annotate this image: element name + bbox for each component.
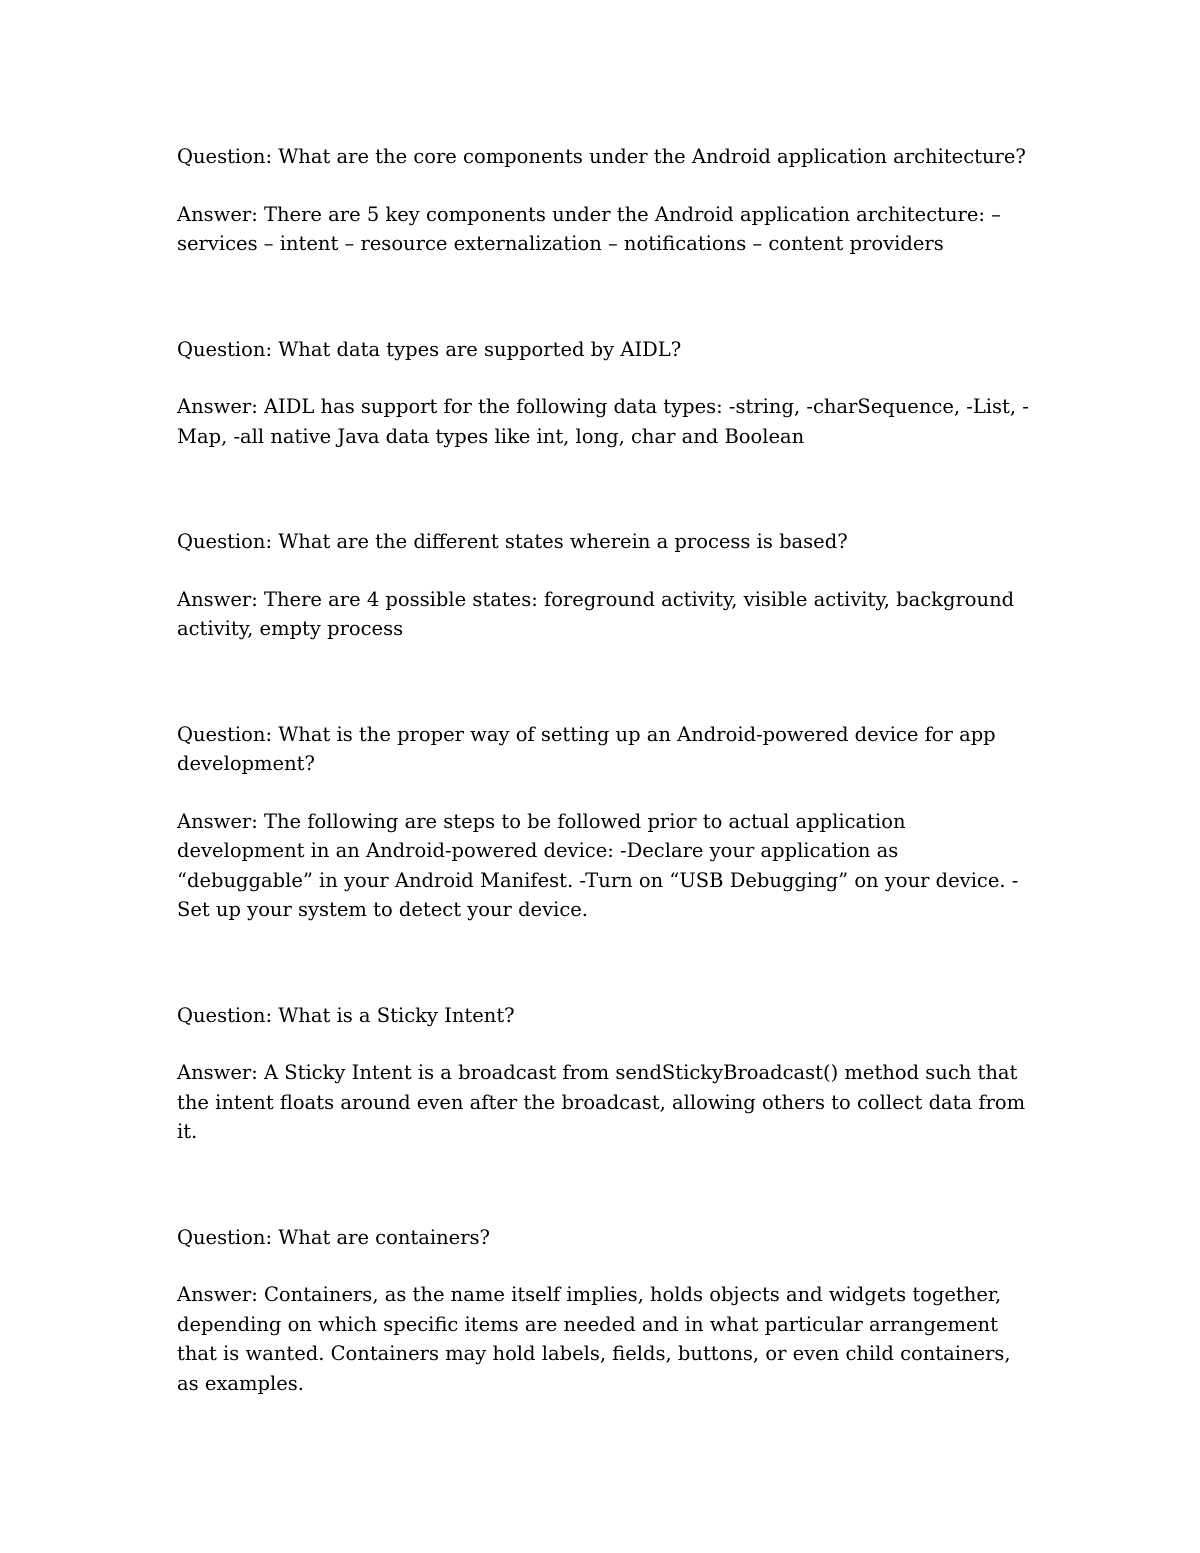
question-text: Question: What are the core components under the Android application architecture? — [177, 145, 1026, 168]
question-text: Question: What is a Sticky Intent? — [177, 1003, 515, 1027]
answer-text: Answer: AIDL has support for the following data types: -string, -charSequence, -List, -Map, -all native Java data types like int, long, char and Boolean — [177, 395, 1029, 448]
qa-item — [177, 335, 1037, 452]
answer-text: Answer: Containers, as the name itself implies, holds objects and widgets together, depending on which specific items are needed and in what particular arrangement that is wanted. Containers may hold labels, fields, buttons, or even child containers, as examples. — [177, 1283, 1011, 1395]
answer-text: Answer: There are 5 key components under the Android application architecture: – services – intent – resource externalization – notifications – content providers — [177, 202, 1001, 255]
question-text: Question: What are the different states wherein a process is based? — [177, 530, 848, 553]
answer-text: Answer: The following are steps to be followed prior to actual application development in an Android-powered device: -Declare your application as “debuggable” in your Android Manifest. -Turn on “USB Debugging” on your device. -Set up your system to detect your device. — [177, 809, 1019, 921]
question-text: Question: What is the proper way of setting up an Android-powered device for app development? — [177, 722, 996, 775]
qa-item — [177, 142, 1037, 259]
qa-item — [177, 1223, 1037, 1399]
qa-item — [177, 720, 1037, 925]
qa-item — [177, 1001, 1037, 1147]
answer-text: Answer: A Sticky Intent is a broadcast from sendStickyBroadcast() method such that the intent floats around even after the broadcast, allowing others to collect data from it. — [177, 1061, 1026, 1143]
answer-text: Answer: There are 4 possible states: foreground activity, visible activity, background activity, empty process — [177, 587, 1015, 640]
document-body — [177, 142, 1037, 1398]
question-text: Question: What data types are supported by AIDL? — [177, 337, 682, 361]
qa-item — [177, 527, 1037, 644]
question-text: Question: What are containers? — [177, 1225, 490, 1249]
